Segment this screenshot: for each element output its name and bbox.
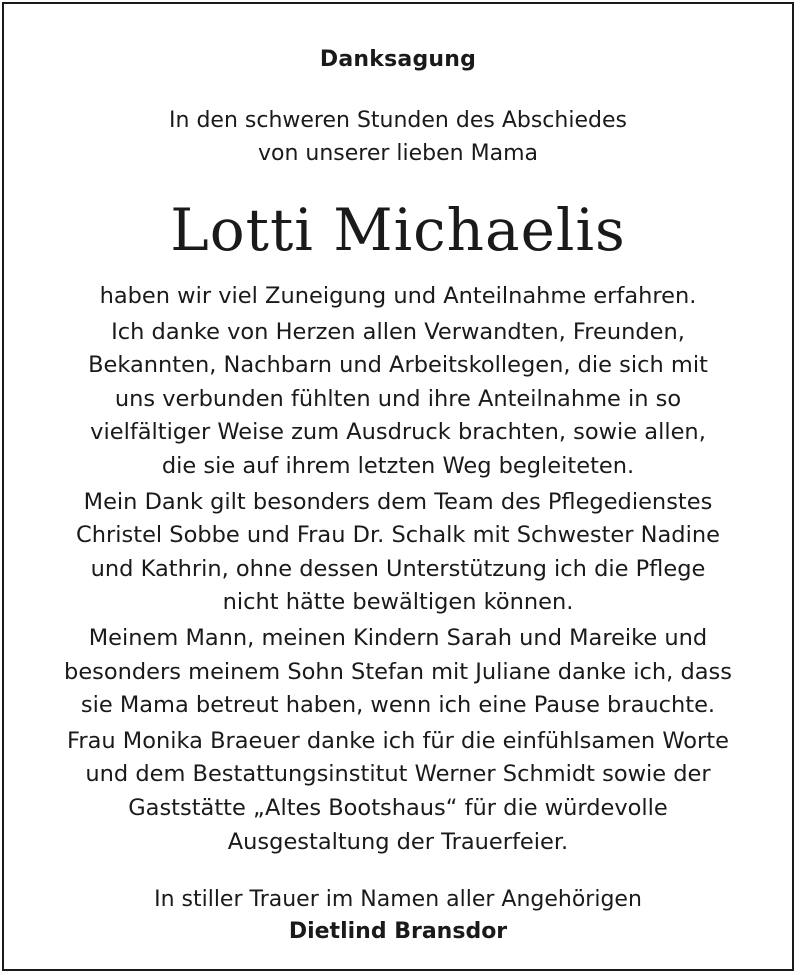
text-line: und Kathrin, ohne dessen Unterstützung ich die Pflege xyxy=(90,555,706,582)
paragraph xyxy=(4,280,792,314)
notice-frame xyxy=(2,2,794,971)
signature: Dietlind Bransdor xyxy=(288,919,508,944)
paragraph xyxy=(4,725,792,859)
text-line: Ausgestaltung der Trauerfeier. xyxy=(227,828,569,855)
text-line: sie Mama betreut haben, wenn ich eine Pause brauchte. xyxy=(80,692,716,719)
text-line: Ich danke von Herzen allen Verwandten, Freunden, xyxy=(111,318,685,345)
text-line: Frau Monika Braeuer danke ich für die einfühlsamen Worte xyxy=(67,727,729,754)
intro-text xyxy=(4,104,792,170)
paragraph xyxy=(4,316,792,484)
text-line: Mein Dank gilt besonders dem Team des Pflegedienstes xyxy=(83,488,713,515)
text-line: nicht hätte bewältigen können. xyxy=(222,589,574,616)
text-line: uns verbunden fühlten und ihre Anteilnahme in so xyxy=(114,385,682,412)
text-line: vielfältiger Weise zum Ausdruck brachten, sowie allen, xyxy=(90,419,706,446)
text-line: Christel Sobbe und Frau Dr. Schalk mit Schwester Nadine xyxy=(76,522,720,549)
text-line: besonders meinem Sohn Stefan mit Juliane danke ich, dass xyxy=(64,658,732,685)
notice-heading: Danksagung xyxy=(319,47,477,72)
text-line: haben wir viel Zuneigung und Anteilnahme erfahren. xyxy=(99,283,697,309)
paragraph xyxy=(4,622,792,723)
deceased-name: Lotti Michaelis xyxy=(170,196,626,264)
text-line: und dem Bestattungsinstitut Werner Schmidt sowie der xyxy=(85,761,711,788)
intro-line: In den schweren Stunden des Abschiedes xyxy=(169,108,627,133)
text-line: Bekannten, Nachbarn und Arbeitskollegen, die sich mit xyxy=(88,352,708,379)
notice-body xyxy=(4,280,792,861)
paragraph xyxy=(4,486,792,620)
text-line: Meinem Mann, meinen Kindern Sarah und Mareike und xyxy=(88,624,708,651)
closing-line: In stiller Trauer im Namen aller Angehörigen xyxy=(154,887,642,912)
intro-line: von unserer lieben Mama xyxy=(257,141,538,166)
text-line: die sie auf ihrem letzten Weg begleiteten. xyxy=(161,452,635,479)
text-line: Gaststätte „Altes Bootshaus“ für die würdevolle xyxy=(128,794,668,821)
